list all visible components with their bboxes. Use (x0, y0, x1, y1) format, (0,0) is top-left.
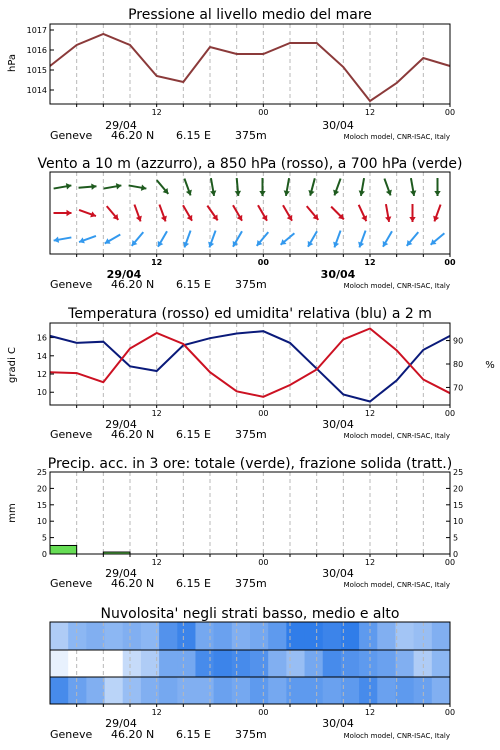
cloud-cell (123, 677, 142, 704)
location-elev: 375m (235, 577, 267, 590)
wind-arrow-850 (258, 205, 267, 221)
precip-ylabel: mm (7, 503, 18, 523)
precip-footer (50, 567, 450, 590)
cloud-cell (268, 650, 287, 677)
cloud-xticks (77, 704, 455, 717)
location-lon: 6.15 E (176, 129, 211, 142)
wind-arrow-10m (79, 236, 96, 243)
cloud-cell (359, 650, 378, 677)
date-label-1: 29/04 (106, 268, 142, 281)
wind-arrow-850 (79, 210, 96, 217)
cloud-title: Nuvolosita' negli strati basso, medio e alto (100, 606, 400, 622)
wind-arrow-700 (79, 183, 97, 189)
wind-arrow-700 (259, 178, 265, 196)
cloud-cell (214, 650, 233, 677)
cloud-cell (286, 677, 305, 704)
cloud-cell (214, 677, 233, 704)
cloud-cell (123, 650, 142, 677)
x-tick-label: 00 (444, 708, 456, 717)
cloud-cell (305, 677, 324, 704)
precip-yticks (37, 468, 463, 559)
cloud-cell (305, 650, 324, 677)
wind-arrow-700 (333, 179, 340, 196)
x-tick-label: 00 (444, 108, 456, 117)
wind-arrow-850 (359, 205, 367, 221)
pressure-panel (7, 7, 455, 142)
wind-arrow-850 (385, 204, 391, 222)
precip-xticks (77, 554, 455, 567)
location-lon: 6.15 E (176, 278, 211, 291)
date-label-2: 30/04 (322, 418, 354, 431)
wind-arrow-head (308, 190, 314, 196)
wind-footer (50, 268, 450, 291)
temperature-footer (50, 418, 450, 441)
wind-arrow-head (91, 183, 96, 189)
precip-grid (77, 472, 424, 554)
x-tick-label: 00 (258, 108, 269, 117)
cloud-cell (432, 622, 451, 650)
precip-title: Precip. acc. in 3 ore: totale (verde), frazione solida (tratt.) (47, 456, 453, 472)
wind-arrow-700 (434, 178, 440, 196)
y-tick-label: 15 (36, 500, 47, 510)
wind-arrow-700 (184, 179, 191, 196)
location-elev: 375m (235, 129, 267, 142)
location-name: Geneve (50, 428, 93, 441)
wind-arrow-850 (331, 207, 344, 220)
x-tick-label: 12 (151, 708, 162, 717)
x-tick-label: 12 (364, 708, 376, 717)
date-label-2: 30/04 (322, 567, 354, 580)
precip-panel (7, 456, 463, 590)
wind-xticks (77, 254, 456, 267)
temperature-frame (50, 323, 450, 405)
wind-arrow-700 (284, 178, 290, 196)
location-name: Geneve (50, 278, 93, 291)
cloud-cell (268, 622, 287, 650)
wind-arrow-700 (104, 183, 122, 189)
model-credit: Moloch model, CNR-ISAC, Italy (343, 282, 450, 290)
cloud-cell (305, 622, 324, 650)
cloud-cell (250, 677, 269, 704)
location-lon: 6.15 E (176, 428, 211, 441)
wind-arrow-850 (159, 205, 166, 222)
location-name: Geneve (50, 728, 93, 741)
cloud-cell (86, 622, 105, 650)
precip-frame (50, 472, 450, 554)
cloud-cell (359, 677, 378, 704)
model-credit: Moloch model, CNR-ISAC, Italy (343, 133, 450, 141)
x-tick-label: 00 (444, 558, 456, 567)
cloud-cell (177, 650, 196, 677)
cloud-cell (177, 677, 196, 704)
pressure-xticks (77, 104, 455, 117)
wind-arrow-850 (54, 210, 72, 216)
location-name: Geneve (50, 129, 93, 142)
wind-grid (77, 172, 424, 254)
cloud-cell (395, 622, 414, 650)
date-label-1: 29/04 (105, 567, 137, 580)
cloud-cell (68, 677, 87, 704)
humidity-ylabel: % (485, 360, 495, 371)
wind-arrow-850 (409, 204, 415, 222)
cloud-cell (105, 677, 124, 704)
wind-arrow-10m (358, 231, 365, 248)
x-tick-label: 12 (151, 108, 162, 117)
cloud-cell (286, 622, 305, 650)
wind-arrow-10m (383, 231, 392, 247)
cloud-cell (250, 622, 269, 650)
cloud-cell (323, 622, 342, 650)
x-tick-label: 12 (364, 409, 376, 418)
wind-arrow-10m (54, 237, 72, 243)
cloud-cell (268, 677, 287, 704)
cloud-cell (232, 622, 251, 650)
x-tick-label: 00 (258, 708, 269, 717)
y-tick-label: 1016 (26, 46, 47, 55)
cloud-cell (159, 650, 178, 677)
x-tick-label: 00 (257, 258, 269, 267)
wind-arrow-10m (308, 231, 317, 247)
precip-bars (50, 545, 130, 554)
cloud-cell (195, 622, 214, 650)
wind-arrow-10m (257, 232, 269, 246)
y-tick-label: 10 (36, 517, 47, 527)
wind-arrow-700 (235, 178, 241, 196)
y-tick-label: 70 (453, 383, 464, 393)
date-label-1: 29/04 (105, 119, 137, 132)
date-label-2: 30/04 (322, 717, 354, 730)
location-lon: 6.15 E (176, 728, 211, 741)
cloud-cell (159, 677, 178, 704)
y-tick-label: 20 (36, 484, 47, 494)
y-tick-label: 0 (41, 550, 47, 559)
wind-arrow-10m (208, 231, 215, 248)
x-tick-label: 12 (364, 108, 376, 117)
wind-arrow-850 (183, 205, 192, 221)
cloud-cell (377, 622, 396, 650)
wind-frame (50, 172, 450, 254)
wind-arrow-10m (333, 231, 340, 248)
location-elev: 375m (235, 728, 267, 741)
wind-arrow-head (409, 217, 415, 222)
cloud-cell (68, 622, 87, 650)
x-tick-label: 00 (444, 258, 456, 267)
wind-arrow-700 (157, 180, 169, 194)
wind-arrow-head (259, 191, 265, 196)
wind-arrow-10m (105, 235, 121, 244)
x-tick-label: 12 (364, 558, 376, 567)
y-tick-label: 16 (36, 333, 47, 343)
cloud-cell (105, 622, 124, 650)
wind-panel (37, 156, 462, 291)
wind-arrow-850 (207, 206, 217, 221)
wind-arrow-700 (210, 178, 216, 196)
wind-arrow-10m (183, 231, 190, 248)
cloud-cell (50, 622, 69, 650)
y-tick-label: 14 (36, 351, 47, 361)
date-label-2: 30/04 (320, 268, 356, 281)
cloud-cell (214, 622, 233, 650)
cloud-cell (286, 650, 305, 677)
cloud-cell (432, 677, 451, 704)
cloud-cell (395, 677, 414, 704)
cloud-cell (123, 622, 142, 650)
location-lat: 46.20 N (111, 577, 155, 590)
pressure-line (50, 34, 450, 101)
cloud-cell (86, 650, 105, 677)
y-tick-label: 1014 (26, 86, 47, 95)
wind-arrow-head (67, 210, 72, 216)
y-tick-label: 5 (41, 533, 47, 543)
wind-arrows (54, 178, 445, 247)
temperature-title: Temperatura (rosso) ed umidita' relativa (blu) a 2 m (68, 306, 432, 322)
wind-arrow-700 (308, 178, 314, 195)
cloud-cell (177, 622, 196, 650)
cloud-panel (50, 606, 455, 741)
x-tick-label: 12 (151, 409, 162, 418)
y-tick-label: 90 (453, 336, 464, 346)
location-name: Geneve (50, 577, 93, 590)
x-tick-label: 00 (258, 409, 269, 418)
precip-bar (50, 545, 77, 554)
y-tick-label: 80 (453, 360, 464, 369)
cloud-cell (323, 650, 342, 677)
cloud-cell (86, 677, 105, 704)
wind-arrow-850 (134, 205, 141, 222)
wind-arrow-10m (407, 232, 419, 246)
date-label-1: 29/04 (105, 717, 137, 730)
cloud-cell (377, 677, 396, 704)
wind-arrow-head (235, 191, 241, 196)
x-tick-label: 00 (258, 558, 269, 567)
cloud-cell (68, 650, 87, 677)
pressure-footer (50, 119, 450, 142)
wind-title: Vento a 10 m (azzurro), a 850 hPa (rosso), a 700 hPa (verde) (37, 156, 463, 172)
wind-arrow-700 (359, 178, 365, 196)
temperature-yticks (37, 334, 463, 398)
wind-arrow-10m (233, 231, 242, 247)
cloud-cell (250, 650, 269, 677)
y-tick-label: 20 (453, 484, 464, 494)
y-tick-label: 12 (36, 370, 47, 380)
location-lat: 46.20 N (111, 428, 155, 441)
cloud-cell (195, 677, 214, 704)
wind-arrow-850 (107, 206, 119, 220)
cloud-cell (195, 650, 214, 677)
wind-arrow-700 (54, 183, 72, 189)
y-tick-label: 5 (453, 533, 459, 543)
location-lat: 46.20 N (111, 129, 155, 142)
date-label-2: 30/04 (322, 119, 354, 132)
wind-arrow-700 (384, 179, 391, 196)
y-tick-label: 10 (36, 388, 47, 398)
cloud-cell (159, 622, 178, 650)
location-elev: 375m (235, 428, 267, 441)
wind-arrow-10m (158, 231, 167, 247)
model-credit: Moloch model, CNR-ISAC, Italy (343, 581, 450, 589)
wind-arrow-850 (433, 205, 440, 222)
cloud-cell (50, 677, 69, 704)
cloud-cell (377, 650, 396, 677)
pressure-ylabel: hPa (7, 53, 18, 73)
cloud-cell (232, 677, 251, 704)
wind-arrow-10m (281, 233, 295, 245)
location-lon: 6.15 E (176, 577, 211, 590)
pressure-title: Pressione al livello medio del mare (128, 7, 372, 23)
y-tick-label: 1017 (26, 26, 47, 35)
x-tick-label: 12 (364, 258, 376, 267)
model-credit: Moloch model, CNR-ISAC, Italy (343, 732, 450, 740)
x-tick-label: 12 (151, 558, 162, 567)
location-lat: 46.20 N (111, 278, 155, 291)
temperature-panel (7, 306, 495, 441)
wind-arrow-head (434, 191, 440, 196)
wind-arrow-850 (233, 205, 242, 221)
cloud-cell (50, 650, 69, 677)
pressure-grid (77, 24, 424, 104)
temperature-ylabel: gradi C (7, 347, 18, 383)
y-tick-label: 1015 (26, 66, 47, 75)
cloud-cell (232, 650, 251, 677)
date-label-1: 29/04 (105, 418, 137, 431)
wind-arrow-850 (283, 205, 292, 221)
cloud-cell (432, 650, 451, 677)
y-tick-label: 15 (453, 500, 464, 510)
cloud-cell (105, 650, 124, 677)
wind-arrow-10m (431, 233, 445, 245)
cloud-cell (359, 622, 378, 650)
wind-arrow-700 (410, 178, 416, 196)
x-tick-label: 00 (444, 409, 456, 418)
cloud-footer (50, 717, 450, 741)
y-tick-label: 0 (453, 550, 459, 559)
location-lat: 46.20 N (111, 728, 155, 741)
x-tick-label: 12 (151, 258, 163, 267)
humidity-line (50, 331, 450, 401)
wind-arrow-700 (129, 185, 147, 191)
model-credit: Moloch model, CNR-ISAC, Italy (343, 432, 450, 440)
wind-arrow-10m (132, 232, 144, 246)
temperature-xticks (77, 405, 455, 418)
cloud-cells (50, 622, 451, 704)
y-tick-label: 25 (36, 468, 47, 477)
location-elev: 375m (235, 278, 267, 291)
cloud-cell (323, 677, 342, 704)
y-tick-label: 10 (453, 517, 464, 527)
cloud-cell (395, 650, 414, 677)
y-tick-label: 25 (453, 468, 464, 477)
